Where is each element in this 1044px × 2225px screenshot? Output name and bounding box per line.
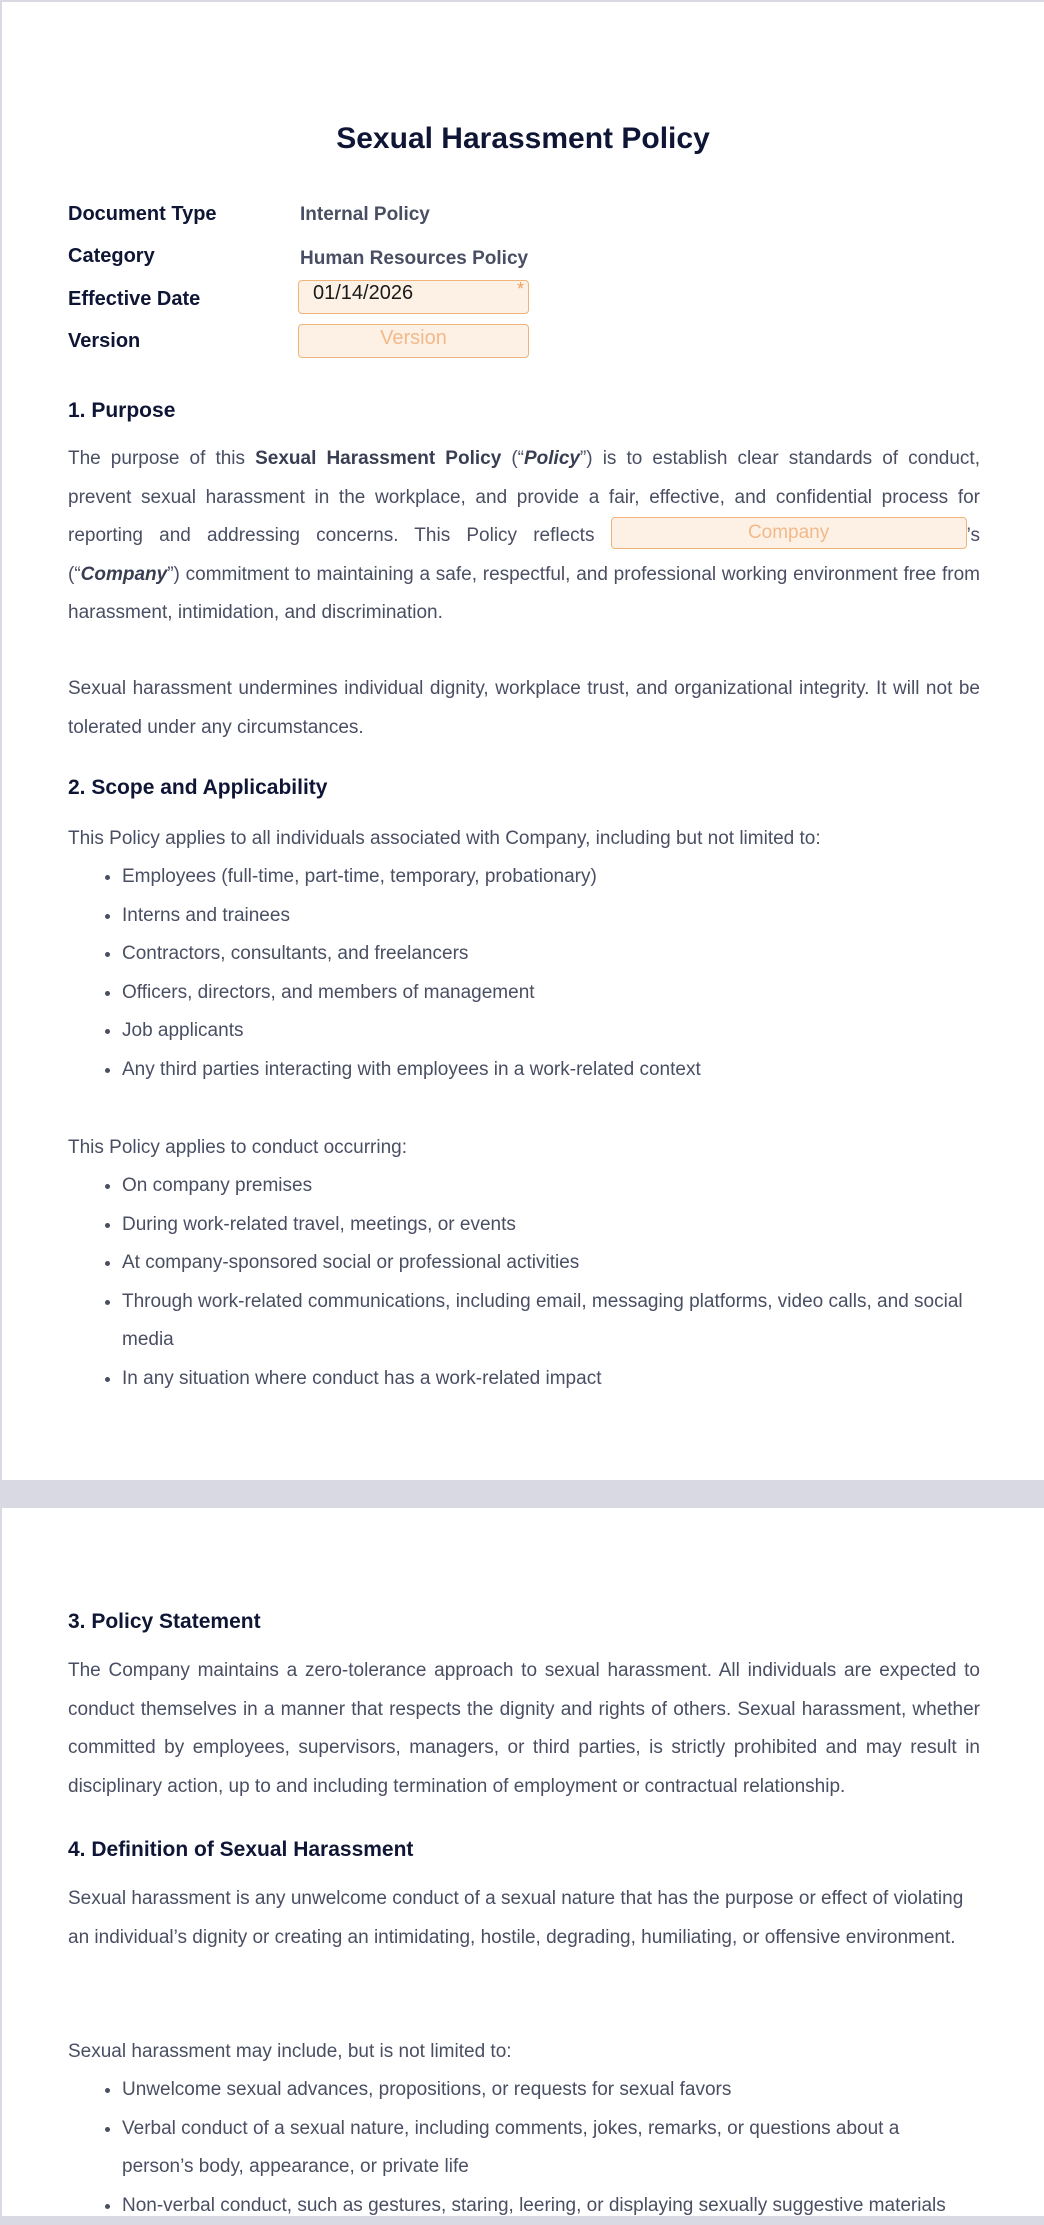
effective-date-value: 01/14/2026 — [313, 282, 413, 305]
list-item: • Contractors, consultants, and freelancers — [122, 935, 980, 974]
company-term: Company — [81, 564, 168, 585]
effective-date-label: Effective Date — [68, 288, 200, 311]
policy-term: Policy — [524, 448, 580, 469]
scope-intro-2: This Policy applies to conduct occurring: — [68, 1129, 980, 1168]
document-page-1 — [2, 2, 1044, 1480]
document-type-value: Internal Policy — [300, 204, 430, 226]
definition-list — [68, 2071, 968, 2225]
list-item: • At company-sponsored social or professional activities — [122, 1244, 980, 1283]
list-item: • Unwelcome sexual advances, propositions, or requests for sexual favors — [122, 2071, 968, 2110]
document-title: Sexual Harassment Policy — [2, 122, 1044, 156]
category-label: Category — [68, 245, 155, 268]
purpose-paragraph-1: The purpose of this Sexual Harassment Policy (“Policy”) is to establish clear standards of conduct, prevent sexual harassment in the workplace, and provide a fair, effective, and confidential process for reporting and addressing concerns. This Policy reflects Company ’s (“Company”) commitment to maintaining a safe, respectful, and professional working environment free from harassment, intimidation, and discrimination. — [68, 440, 980, 633]
purpose-paragraph-2: Sexual harassment undermines individual dignity, workplace trust, and organizational integrity. It will not be tolerated under any circumstances. — [68, 670, 980, 747]
list-item: • Through work-related communications, including email, messaging platforms, video calls, and social media — [122, 1283, 980, 1360]
version-placeholder: Version — [299, 327, 528, 350]
required-asterisk: * — [517, 279, 524, 300]
document-page-2 — [2, 1508, 1044, 2216]
category-value: Human Resources Policy — [300, 248, 528, 270]
effective-date-field[interactable] — [298, 280, 529, 314]
list-item: • Interns and trainees — [122, 897, 980, 936]
list-item: • In any situation where conduct has a work-related impact — [122, 1360, 980, 1399]
statement-paragraph: The Company maintains a zero-tolerance approach to sexual harassment. All individuals are expected to conduct themselves in a manner that respects the dignity and rights of others. Sexual harassment, whether committed by employees, supervisors, managers, or third parties, is strictly prohibited and may result in disciplinary action, up to and including termination of employment or contractual relationship. — [68, 1652, 980, 1806]
list-item: • Any third parties interacting with employees in a work-related context — [122, 1051, 980, 1090]
scope-conduct-list — [68, 1167, 980, 1398]
version-field[interactable] — [298, 324, 529, 358]
list-item: • Officers, directors, and members of management — [122, 974, 980, 1013]
scope-intro-1: This Policy applies to all individuals associated with Company, including but not limited to: — [68, 820, 980, 859]
list-item: • During work-related travel, meetings, or events — [122, 1206, 980, 1245]
section-scope-heading: 2. Scope and Applicability — [68, 776, 327, 800]
scope-individuals-list — [68, 858, 980, 1089]
list-item: • On company premises — [122, 1167, 980, 1206]
document-type-label: Document Type — [68, 203, 217, 226]
list-item: • Job applicants — [122, 1012, 980, 1051]
company-placeholder: Company — [612, 518, 966, 548]
section-statement-heading: 3. Policy Statement — [68, 1610, 261, 1634]
version-label: Version — [68, 330, 140, 353]
policy-name: Sexual Harassment Policy — [255, 448, 501, 469]
definition-intro: Sexual harassment may include, but is not limited to: — [68, 2033, 980, 2072]
section-definition-heading: 4. Definition of Sexual Harassment — [68, 1838, 413, 1862]
list-item: • Non-verbal conduct, such as gestures, staring, leering, or displaying sexually suggestive materials — [122, 2187, 968, 2225]
list-item: • Verbal conduct of a sexual nature, including comments, jokes, remarks, or questions about a person’s body, appearance, or private life — [122, 2110, 968, 2187]
section-purpose-heading: 1. Purpose — [68, 399, 175, 423]
definition-paragraph: Sexual harassment is any unwelcome conduct of a sexual nature that has the purpose or effect of violating an individual’s dignity or creating an intimidating, hostile, degrading, humiliating, or offensive environment. — [68, 1880, 968, 1957]
company-name-field[interactable] — [611, 517, 967, 549]
list-item: • Employees (full-time, part-time, temporary, probationary) — [122, 858, 980, 897]
